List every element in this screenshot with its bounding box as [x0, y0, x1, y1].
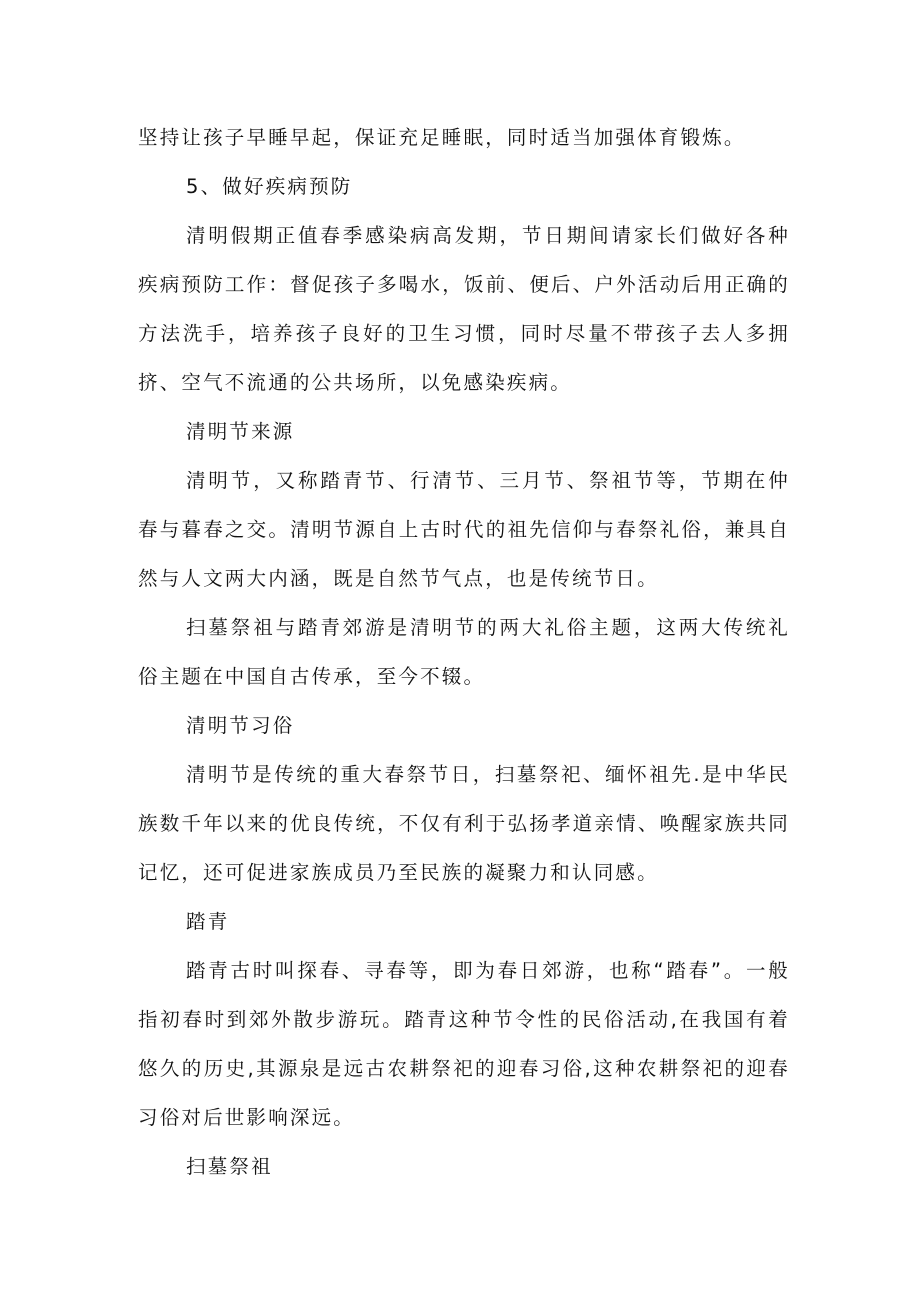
section-heading-origin: 清明节来源 [186, 420, 295, 443]
paragraph-customs: 清明节是传统的重大春祭节日，扫墓祭祀、缅怀祖先.是中华民族数千年以来的优良传统，不仅有利于弘扬孝道亲情、唤醒家族共同记忆，还可促进家族成员乃至民族的凝聚力和认同感。 [138, 763, 790, 884]
paragraph-origin: 清明节，又称踏青节、行清节、三月节、祭祖节等，节期在仲春与暮春之交。清明节源自上古时代的祖先信仰与春祭礼俗，兼具自然与人文两大内涵，既是自然节气点，也是传统节日。 [138, 469, 790, 590]
section-heading-customs: 清明节习俗 [186, 714, 295, 737]
paragraph-disease-prevention: 清明假期正值春季感染病高发期，节日期间请家长们做好各种疾病预防工作：督促孩子多喝水，饭前、便后、户外活动后用正确的方法洗手，培养孩子良好的卫生习惯，同时尽量不带孩子去人多拥挤、空气不流通的公共场所，以免感染疾病。 [138, 224, 790, 394]
section-heading-tomb-sweeping: 扫墓祭祖 [186, 1155, 273, 1178]
section-heading-disease-prevention: 5、做好疾病预防 [186, 175, 353, 198]
paragraph-continuation: 坚持让孩子早睡早起，保证充足睡眠，同时适当加强体育锻炼。 [138, 126, 746, 149]
section-heading-outing: 踏青 [186, 910, 230, 933]
document-body [138, 113, 790, 1191]
paragraph-themes: 扫墓祭祖与踏青郊游是清明节的两大礼俗主题，这两大传统礼俗主题在中国自古传承，至今不辍。 [138, 616, 790, 688]
paragraph-outing: 踏青古时叫探春、寻春等，即为春日郊游，也称“踏春”。一般指初春时到郊外散步游玩。踏青这种节令性的民俗活动,在我国有着悠久的历史,其源泉是远古农耕祭祀的迎春习俗,这种农耕祭祀的迎春习俗对后世影响深远。 [138, 959, 790, 1129]
